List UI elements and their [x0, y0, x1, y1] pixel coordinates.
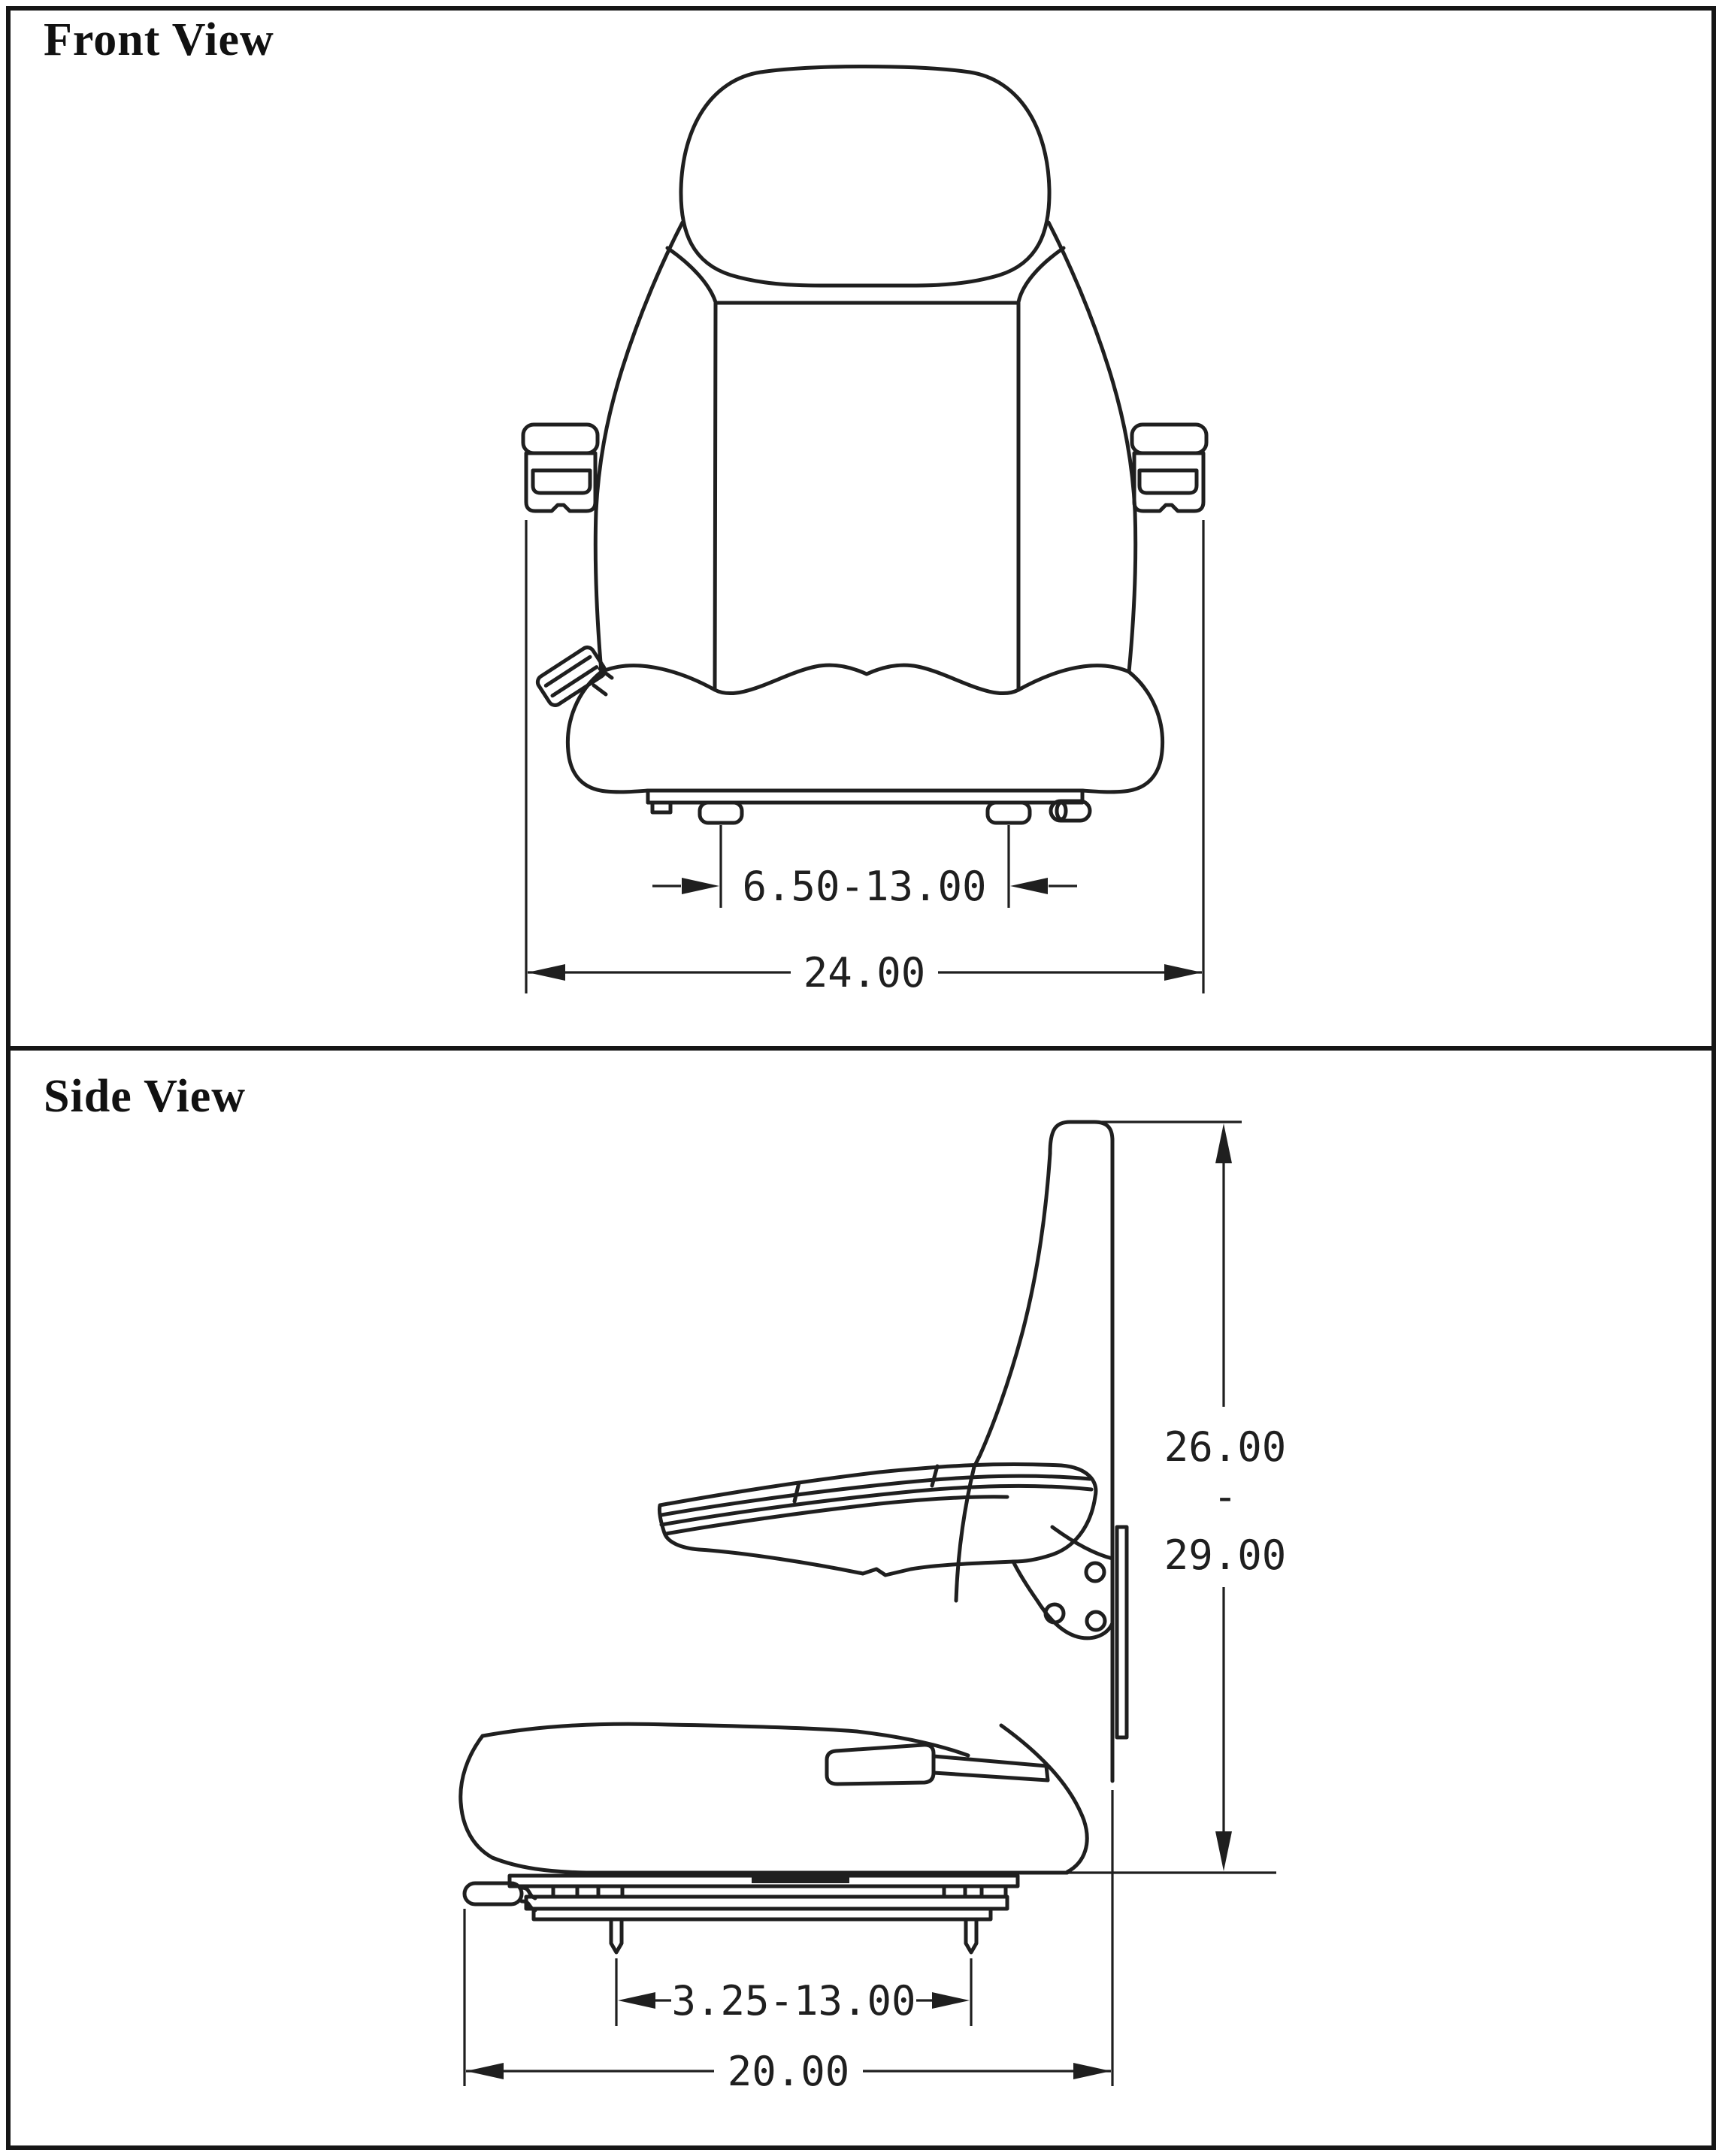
armrest-right-body — [1134, 453, 1203, 511]
armrest-left-body — [526, 453, 595, 511]
bolt-hole-1 — [1086, 1563, 1104, 1581]
backrest-front-edge — [974, 1154, 1050, 1467]
armrest-right-cap — [1132, 425, 1206, 453]
pivot-bracket — [1013, 1527, 1112, 1638]
armrest-left — [523, 425, 598, 511]
armrest-seam-tick-2 — [794, 1483, 799, 1501]
cushion-right-side — [1082, 672, 1163, 792]
front-seat-outline — [567, 67, 1162, 792]
armrest-right — [1132, 425, 1206, 511]
backrest-top-cap — [1050, 1122, 1112, 1154]
adjuster-roller-end — [1057, 803, 1066, 819]
side-view-drawing — [0, 1050, 1722, 2156]
dim-label-overall-depth: 20.00 — [727, 2048, 850, 2095]
dim-label-overall-width: 24.00 — [803, 949, 926, 996]
mount-foot-left — [700, 803, 742, 823]
rail-tab — [652, 803, 670, 812]
dim-label-seat-height-max: 29.00 — [1164, 1532, 1287, 1579]
mount-stud-rear — [966, 1919, 976, 1952]
side-view-title: Side View — [44, 1071, 247, 1122]
side-cushion — [461, 1467, 1067, 1873]
dim-overall-width — [526, 520, 1203, 996]
dim-label-seat-height-separator: - — [1212, 1473, 1238, 1520]
headrest — [681, 67, 1049, 286]
rear-mount-plate — [1117, 1527, 1127, 1737]
lower-rail — [534, 1909, 991, 1919]
mount-stud-front — [611, 1919, 622, 1952]
base-assembly-side — [465, 1876, 1018, 1952]
mount-foot-right — [988, 803, 1030, 823]
slide-latch — [752, 1877, 849, 1883]
backrest-outer-left — [595, 222, 682, 672]
dim-label-side-slot-spacing: 3.25-13.00 — [671, 1977, 916, 2024]
armrest-left-pocket — [533, 470, 590, 493]
bolt-hole-3 — [1087, 1612, 1105, 1630]
dim-label-seat-height-min: 26.00 — [1164, 1423, 1287, 1471]
cushion-top-edge — [483, 1724, 968, 1755]
backrest-panel-left-seam — [715, 303, 716, 690]
cushion-top-wave — [601, 665, 1129, 693]
dim-front-slot-spacing — [652, 825, 1077, 910]
dim-side-slot-spacing — [616, 1958, 971, 2026]
armrest-side — [659, 1464, 1095, 1575]
armrest-right-pocket — [1139, 470, 1197, 493]
dim-label-front-slot-spacing: 6.50-13.00 — [742, 863, 987, 910]
backrest-outer-right — [1049, 222, 1136, 672]
cushion-bottom-edge — [492, 1858, 1067, 1873]
armrest-side-outline — [659, 1464, 1095, 1575]
backrest-lower-corner — [1001, 1725, 1087, 1872]
shoulder-seam-left — [667, 248, 716, 302]
lever-knob — [827, 1745, 934, 1784]
front-view-title: Front View — [44, 14, 274, 65]
front-view-drawing — [0, 0, 1722, 1050]
cushion-front-edge — [461, 1736, 492, 1858]
slide-lever — [827, 1745, 1048, 1784]
dim-seat-height — [1067, 1122, 1286, 1873]
base-rail-front — [648, 791, 1090, 823]
shoulder-seam-right — [1018, 248, 1064, 302]
armrest-left-cap — [523, 425, 598, 453]
